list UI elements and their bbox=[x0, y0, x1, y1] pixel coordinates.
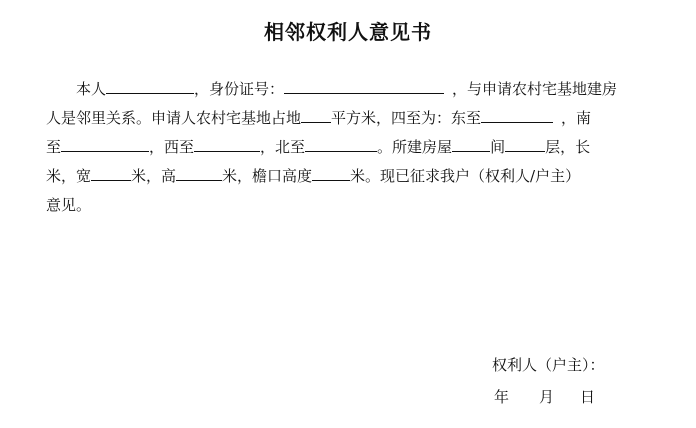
west-boundary-blank[interactable] bbox=[194, 133, 260, 152]
signature-label: 权利人（户主）： bbox=[492, 356, 605, 374]
text-segment: 米，高 bbox=[131, 167, 177, 185]
text-segment: 人是邻里关系。申请人农村宅基地占地 bbox=[46, 109, 302, 127]
day-label: 日 bbox=[580, 388, 596, 406]
paragraph-line-5 bbox=[46, 191, 666, 220]
text-segment: ，身份证号： bbox=[194, 80, 285, 98]
floors-blank[interactable] bbox=[505, 133, 545, 152]
text-segment: 。所建房屋 bbox=[377, 138, 453, 156]
text-segment: 层，长 bbox=[545, 138, 591, 156]
text-segment: 米。现已征求我户（权利人/户主） bbox=[350, 167, 581, 185]
month-label: 月 bbox=[539, 388, 555, 406]
id-number-blank[interactable] bbox=[284, 75, 444, 94]
signature-date bbox=[494, 386, 595, 407]
paragraph-line-4 bbox=[46, 162, 666, 191]
text-segment: ，北至 bbox=[260, 138, 306, 156]
height-blank[interactable] bbox=[176, 162, 222, 181]
area-blank[interactable] bbox=[301, 104, 331, 123]
text-segment: 至 bbox=[46, 138, 62, 156]
text-segment: 本人 bbox=[76, 80, 107, 98]
south-boundary-blank[interactable] bbox=[61, 133, 149, 152]
paragraph-line-1 bbox=[46, 75, 666, 104]
document-title: 相邻权利人意见书 bbox=[264, 20, 432, 44]
text-segment: 米，宽 bbox=[46, 167, 92, 185]
text-segment: ，西至 bbox=[149, 138, 195, 156]
paragraph-line-3 bbox=[46, 133, 666, 162]
east-boundary-blank[interactable] bbox=[481, 104, 553, 123]
text-segment: 间 bbox=[490, 138, 506, 156]
year-label: 年 bbox=[494, 388, 510, 406]
north-boundary-blank[interactable] bbox=[305, 133, 377, 152]
text-segment: 平方米，四至为：东至 bbox=[331, 109, 482, 127]
text-segment: ，南 bbox=[561, 109, 592, 127]
text-segment: 意见。 bbox=[46, 196, 92, 214]
rooms-blank[interactable] bbox=[452, 133, 490, 152]
name-blank[interactable] bbox=[106, 75, 194, 94]
width-blank[interactable] bbox=[91, 162, 131, 181]
statement-paragraph bbox=[46, 75, 666, 220]
text-segment: 米，檐口高度 bbox=[222, 167, 313, 185]
text-segment: ，与申请农村宅基地建房 bbox=[452, 80, 618, 98]
eave-height-blank[interactable] bbox=[312, 162, 350, 181]
paragraph-line-2 bbox=[46, 104, 666, 133]
